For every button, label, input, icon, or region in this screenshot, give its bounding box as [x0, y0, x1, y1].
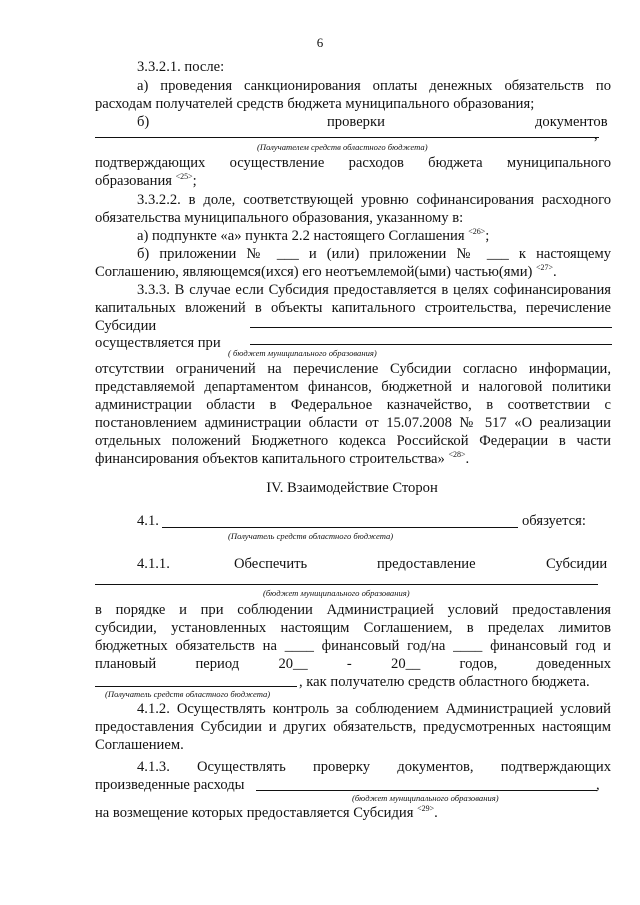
para-3323-l8: постановлением администрации области от 15.07.2008 № 517 «О реализации [95, 415, 611, 431]
hint-municipal: (бюджет муниципального образования) [263, 588, 410, 598]
para-3323-l9: отдельных положений Бюджетного кодекса Российской Федерации в части [95, 433, 611, 449]
section-heading: IV. Взаимодействие Сторон [266, 480, 438, 496]
hint-municipal: (бюджет муниципального образования) [352, 793, 499, 803]
hint-recipient: (Получатель средств областного бюджета) [228, 531, 394, 541]
para-411-num: 4.1.1. [137, 556, 170, 572]
para-3322-a: а) подпункте «а» пункта 2.2 настоящего Соглашения $^{<26>}$; [137, 227, 490, 244]
para-3322-l1: 3.3.2.2. в доле, соответствующей уровню софинансирования расходного [137, 192, 611, 208]
comma: , [596, 777, 600, 793]
para-3321-b-l3: образования $^{<25>}$; [95, 172, 197, 189]
blank-line [250, 344, 612, 345]
comma: , [594, 127, 598, 143]
para-3323-l4: осуществляется при [95, 335, 221, 351]
para-3323-l3: Субсидии [95, 318, 157, 334]
para-411-l6: , как получателю средств областного бюджета. [299, 674, 590, 690]
para-411-l2: в порядке и при соблюдении Администрацией условий предоставления [95, 602, 611, 618]
para-41-verb: обязуется: [522, 513, 586, 529]
para-3321-b-l2: подтверждающих осуществление расходов бюджета муниципального [95, 155, 611, 171]
hint-recipient: (Получателем средств областного бюджета) [257, 142, 428, 152]
para-3321-a-l1: а) проведения санкционирования оплаты денежных обязательств по [137, 78, 611, 94]
para-3321-b-letter: б) [137, 114, 150, 130]
para-3323-l2: капитальных вложений в объекты капитального строительства, перечисление [95, 300, 611, 316]
para-413-l1: 4.1.3. Осуществлять проверку документов, подтверждающих [137, 759, 611, 775]
para-3322-b-l2: Соглашению, являющемся(ихся) его неотъемлемой(ыми) частью(ями) $^{<27>}$. [95, 263, 557, 280]
blank-line [95, 584, 598, 585]
para-412-l1: 4.1.2. Осуществлять контроль за соблюдением Администрацией условий [137, 701, 611, 717]
para-3322-l2: обязательства муниципального образования, указанному в: [95, 210, 464, 226]
blank-line [162, 527, 518, 528]
para-41-num: 4.1. [137, 513, 159, 529]
blank-line [250, 327, 612, 328]
para-3321-b-word2: документов [535, 114, 608, 130]
para-413-l2: произведенные расходы [95, 777, 245, 793]
para-3323-l7: администрации области в Федеральное казначейство, в соответствии с [95, 397, 611, 413]
hint-municipal: ( бюджет муниципального образования) [228, 348, 377, 358]
para-412-l2: предоставления Субсидии и других обязательств, предусмотренных настоящим [95, 719, 611, 735]
blank-line [95, 686, 297, 687]
para-411-l3: субсидии, установленных настоящим Соглашением, в пределах лимитов [95, 620, 611, 636]
para-411-l4: бюджетных обязательств на ____ финансовый год/на ____ финансовый год и [95, 638, 611, 654]
para-413-l3: на возмещение которых предоставляется Субсидия $^{<29>}$. [95, 804, 438, 821]
hint-recipient: (Получатель средств областного бюджета) [105, 689, 271, 699]
page-number: 6 [316, 35, 324, 50]
para-3321-head: 3.3.2.1. после: [137, 59, 225, 75]
para-411-w1: Обеспечить [234, 556, 308, 572]
para-3323-l5: отсутствии ограничений на перечисление Субсидии согласно информации, [95, 361, 611, 377]
para-3321-a-l2: расходам получателей средств бюджета муниципального образования; [95, 96, 535, 112]
para-3322-b-l1: б) приложении № ___ и (или) приложении № ___ к настоящему [137, 246, 611, 262]
para-3321-b-word1: проверки [327, 114, 385, 130]
para-411-l5: плановый период 20__ - 20__ годов, доведенных [95, 656, 611, 672]
para-3323-l1: 3.3.3. В случае если Субсидия предоставляется в целях софинансирования [137, 282, 611, 298]
para-411-w3: Субсидии [546, 556, 608, 572]
blank-line [256, 790, 597, 791]
para-411-w2: предоставление [377, 556, 476, 572]
para-412-l3: Соглашением. [95, 737, 184, 753]
para-3323-l10: финансирования объектов капитального строительства» $^{<28>}$. [95, 450, 470, 467]
para-3323-l6: представляемой департаментом финансов, бюджетной и налоговой политики [95, 379, 611, 395]
blank-line [95, 137, 599, 138]
